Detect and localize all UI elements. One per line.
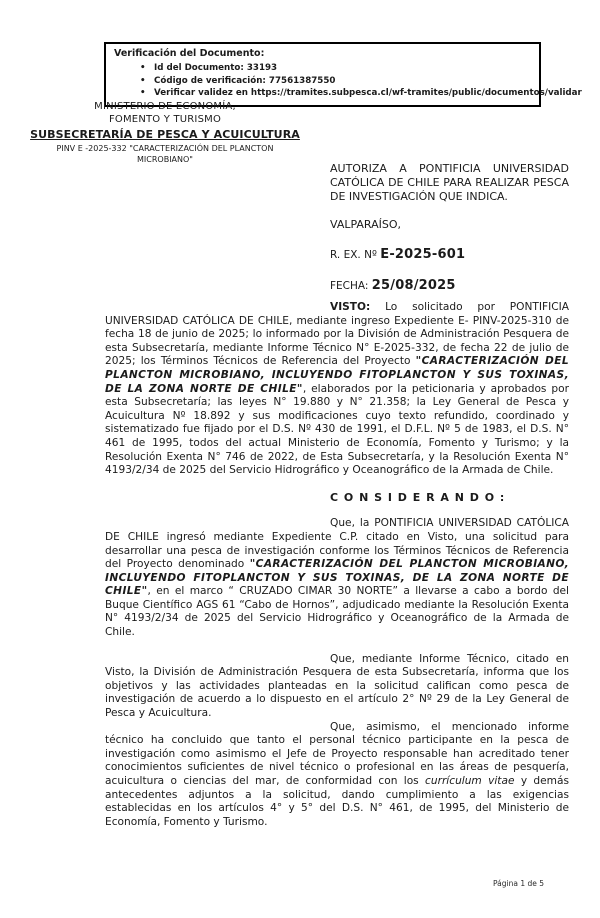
curriculum-vitae-italic: currículum vitae (425, 775, 515, 787)
resolution-body (105, 301, 569, 842)
visto-text-1: Lo solicitado por PONTIFICIA UNIVERSIDAD CATÓLICA DE CHILE, mediante ingreso Expediente E- PINV-2025-310 de fecha 18 de junio de 2025; lo informado por la División de Administración Pesquera de esta Subsecretaría, mediante Informe Técnico N° E-2025-332, de fecha 22 de julio de 2025; los Términos Técnicos de Referencia del Proyecto (105, 301, 569, 368)
resolution-header (330, 162, 569, 293)
resolution-number: E-2025-601 (380, 247, 466, 263)
considerando-1-text-2: , en el marco “ CRUZADO CIMAR 30 NORTE” a llevarse a cabo a bordo del Buque Científico AGS 61 “Cabo de Hornos”, adjudicado mediante la Resolución Exenta N° 4193/2/34 de 2025 del Servicio Hidrográfico y Oceanográfico de la Armada de Chile. (105, 585, 569, 639)
date-value: 25/08/2025 (371, 278, 456, 294)
verification-item-url: • Verificar validez en https://tramites.subpesca.cl/wf-tramites/public/documentos/validar (140, 87, 533, 100)
ministry-name-line2: FOMENTO Y TURISMO (108, 113, 222, 125)
considerando-paragraph-3 (105, 721, 569, 830)
date-label: FECHA: (330, 280, 372, 293)
subsecretaria-title: SUBSECRETARÍA DE PESCA Y ACUICULTURA (30, 128, 300, 141)
resolution-number-label: R. EX. Nº (330, 249, 381, 262)
project-reference: PINV E -2025-332 "CARACTERIZACIÓN DEL PLANCTON MICROBIANO" (56, 144, 274, 164)
verification-box (104, 42, 582, 107)
city-line: VALPARAÍSO, (330, 218, 402, 232)
visto-text-2: , elaborados por la peticionaria y aprobados por esta Subsecretaría; las leyes N° 19.880 y N° 21.358; la Ley General de Pesca y Acuicultura Nº 18.892 y sus modificaciones cuyo texto refundido, coordinado y sistematizado fue fijado por el D.S. Nº 430 de 1991, el D.F.L. Nº 5 de 1983, el D.S. N° 461 de 1995, todos del actual Ministerio de Economía, Fomento y Turismo; y la Resolución Exenta N° 746 de 2022, de Esta Subsecretaría, y la Resolución Exenta N° 4193/2/34 de 2025 del Servicio Hidrográfico y Oceanográfico de la Armada de Chile. (105, 382, 569, 477)
considerando-paragraph-1 (105, 517, 569, 639)
letterhead (15, 101, 315, 165)
resolution-number-line (330, 247, 569, 262)
project-title-repeat: "CARACTERIZACIÓN DEL PLANCTON MICROBIANO, INCLUYENDO FITOPLANCTON Y SUS TOXINAS, DE LA ZONA NORTE DE CHILE" (105, 558, 570, 598)
visto-label: VISTO: (330, 301, 371, 313)
verification-list (114, 62, 582, 100)
ministry-name-line1: MINISTERIO DE ECONOMÍA, (94, 101, 236, 112)
project-title: "CARACTERIZACIÓN DEL PLANCTON MICROBIANO, INCLUYENDO FITOPLANCTON Y SUS TOXINAS, DE LA ZONA NORTE DE CHILE" (105, 355, 569, 395)
page-indicator: Página 1 de 5 (492, 879, 544, 888)
verification-item-doc-id: • Id del Documento: 33193 (140, 62, 533, 75)
considerando-3-text-1: Que, asimismo, el mencionado informe técnico ha concluido que tanto el personal técnico participante en la pesca de investigación como asimismo el Jefe de Proyecto responsable han acreditado tener conocimientos suficientes de nivel técnico o profesional en las áreas de pesquería, acuicultura o ciencias del mar, de conformidad con los (105, 720, 569, 787)
verification-item-code: • Código de verificación: 77561387550 (140, 75, 533, 88)
considerando-3-text-2: y demás antecedentes adjuntos a la solicitud, dando cumplimiento a las exigencias establecidas en los artículos 4° y 5° del D.S. N° 461, de 1995, del Ministerio de Economía, Fomento y Turismo. (105, 775, 570, 828)
verification-title: Verificación del Documento: (114, 48, 265, 59)
date-line (330, 278, 569, 293)
considerando-heading: C O N S I D E R A N D O : (330, 490, 506, 504)
considerando-1-text-1: Que, la PONTIFICIA UNIVERSIDAD CATÓLICA DE CHILE ingresó mediante Expediente C.P. citado en Visto, una solicitud para desarrollar una pesca de investigación conforme los Términos Técnicos de Referencia del Proyecto denominado (105, 517, 569, 571)
considerando-paragraph-2: Que, mediante Informe Técnico, citado en Visto, la División de Administración Pesquera de esta Subsecretaría, informa que los objetivos y las actividades planteadas en la solicitud califican como pesca de investigación de acuerdo a lo dispuesto en el artículo 2° Nº 29 de la Ley General de Pesca y Acuicultura. (105, 652, 569, 720)
resolution-subject: AUTORIZA A PONTIFICIA UNIVERSIDAD CATÓLICA DE CHILE PARA REALIZAR PESCA DE INVESTIGACIÓN QUE INDICA. (330, 162, 569, 203)
visto-paragraph (105, 301, 569, 478)
